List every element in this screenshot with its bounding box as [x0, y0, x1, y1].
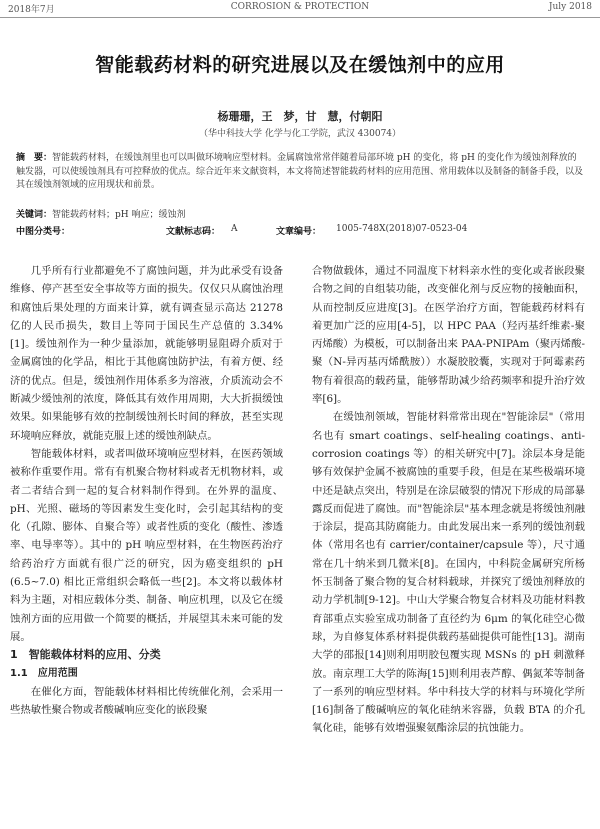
keywords-text: 智能载药材料；pH 响应；缓蚀剂	[52, 210, 186, 220]
keywords	[16, 207, 584, 220]
doc-code-value: A	[231, 224, 238, 234]
subsection-heading: 1.1 应用范围	[10, 667, 78, 679]
paragraph: 智能载体材料，或者叫做环境响应型材料，在医药领域被称作重要作用。常有有机聚合物材料或者无机物材料，或者二者结合到一起的复合材料制作得到。在外界的温度、pH、光照、磁场的等因素发生变化时，会引起其结构的变化（孔隙、膨体、自聚合等）或者性质的变化（酸性、渗透率、电导率等）。其中的 pH 响应型材料，在生物医药治疗给药治疗方面就有很广泛的研究，因为癌变组织的 pH (6.5~7.0) 相比正常组织会略低一些[2]。本文将以载体材料为主题，对相应载体分类、制备、响应机理，以及它在缓蚀剂方面的应用做一个简要的概括，并展望其未来可能的发展。	[10, 447, 283, 643]
running-header	[0, 0, 600, 18]
doc-code-label: 文献标志码：	[166, 227, 221, 237]
abstract-label: 摘 要：	[16, 153, 53, 163]
header-date: 2018年7月	[8, 5, 55, 15]
left-column	[10, 262, 283, 719]
article-number-value: 1005-748X(2018)07-0523-04	[336, 224, 468, 234]
keywords-label: 关键词：	[16, 210, 53, 220]
header-date-en: July 2018	[548, 2, 592, 12]
paragraph: 合物做载体，通过不同温度下材料亲水性的变化或者嵌段聚合物之间的自组装功能，改变催化剂与反应物的接触面积，从而控制反应进度[3]。在医学治疗方面，智能载药材料有着更加广泛的应用[4-5]，以 HPC PAA（羟丙基纤维素-聚丙烯酸）为模板，可以制备出来 PAA-PNIPAm（聚丙烯酸-聚（N-异丙基丙烯酰胺））水凝胶胶囊，实现对于阿霉素药物有着很高的载药量，能够帮助减少给药频率和提升治疗效率[6]。	[312, 265, 585, 406]
right-column	[312, 262, 585, 738]
abstract-text: 智能载药材料，在缓蚀剂里也可以叫做环境响应型材料。金属腐蚀常常伴随着局部环境 pH 的变化，将 pH 的变化作为缓蚀剂释放的触发器，可以使缓蚀剂具有可控释放的优点。综合近年来文献资料，本文将简述智能载药材料的应用范围、常用载体以及制备的制备手段，以及其在缓蚀剂领域的应用现状和前景。	[16, 153, 584, 190]
paragraph: 在催化方面，智能载体材料相比传统催化剂，会采用一些热敏性聚合物或者酸碱响应变化的嵌段聚	[10, 685, 283, 717]
classification-line	[16, 224, 584, 237]
article-number-label: 文章编号：	[276, 227, 322, 237]
authors: 杨珊珊，王 梦，甘 慧，付朝阳	[217, 110, 383, 123]
clc-label: 中图分类号：	[16, 227, 71, 237]
header-journal: CORROSION & PROTECTION	[230, 2, 370, 12]
paragraph: 几乎所有行业都避免不了腐蚀问题，并为此承受有设备维修、停产甚至安全事故等方面的损失。仅仅只从腐蚀治理和腐蚀后果处理的方面来计算，就有调查显示高达 21278 亿的人民币损失，数目上等同于国民生产总值的 3.34%[1]。缓蚀剂作为一种少量添加，就能够明显阻碍介质对于金属腐蚀的化学品，相比于其他腐蚀防护法，有着方便、经济的优点。但是，缓蚀剂作用体系多为溶液，介质流动会不断减少缓蚀剂的浓度，降低其有效作用周期，大大折损缓蚀效果。如果能够有效的控制缓蚀剂长时间的释放，甚至实现环境响应释放，就能克服上述的缓蚀剂缺点。	[10, 265, 283, 442]
page-title: 智能载药材料的研究进展以及在缓蚀剂中的应用	[95, 54, 505, 76]
section-heading: 1 智能载体材料的应用、分类	[10, 648, 161, 662]
paragraph: 在缓蚀剂领域，智能材料常常出现在"智能涂层"（常用名也有 smart coatings、self-healing coatings、anti-corrosion coatings 等）的相关研究中[7]。涂层本身是能够有效保护金属不被腐蚀的重要手段，但是在某些极端环境中还是缺点突出，特别是在涂层破裂的情况下形成的局部暴露反而促进了腐蚀。而"智能涂层"基本理念就是将缓蚀剂融于涂层，提高其防腐能力。由此发展出来一系列的缓蚀剂载体（常用名也有 carrier/container/capsule 等），尺寸通常在几十纳米到几微米[8]。在国内，中科院金属研究所杨怀玉制备了聚合物的复合材料载球，并探究了缓蚀剂释放的动力学机制[9-12]。中山大学聚合物复合材料及功能材料教育部重点实验室成功制备了直径约为 6μm 的氧化硅空心微球，为自修复体系材料提供载药基础提供可能性[13]。湖南大学的邵报[14]则利用明胶包覆实现 MSNs 的 pH 刺激释放。南京理工大学的陈海[15]则利用表芦醇、偶氮苯等制备了一系列的响应型材料。华中科技大学的材料与环境化学所[16]制备了酸碱响应的氧化硅纳米容器，负载 BTA 的介孔氧化硅，能够有效增强聚氨酯涂层的抗蚀能力。	[312, 411, 585, 735]
affiliation: （华中科技大学 化学与化工学院，武汉 430074）	[198, 129, 402, 139]
abstract	[16, 152, 584, 193]
